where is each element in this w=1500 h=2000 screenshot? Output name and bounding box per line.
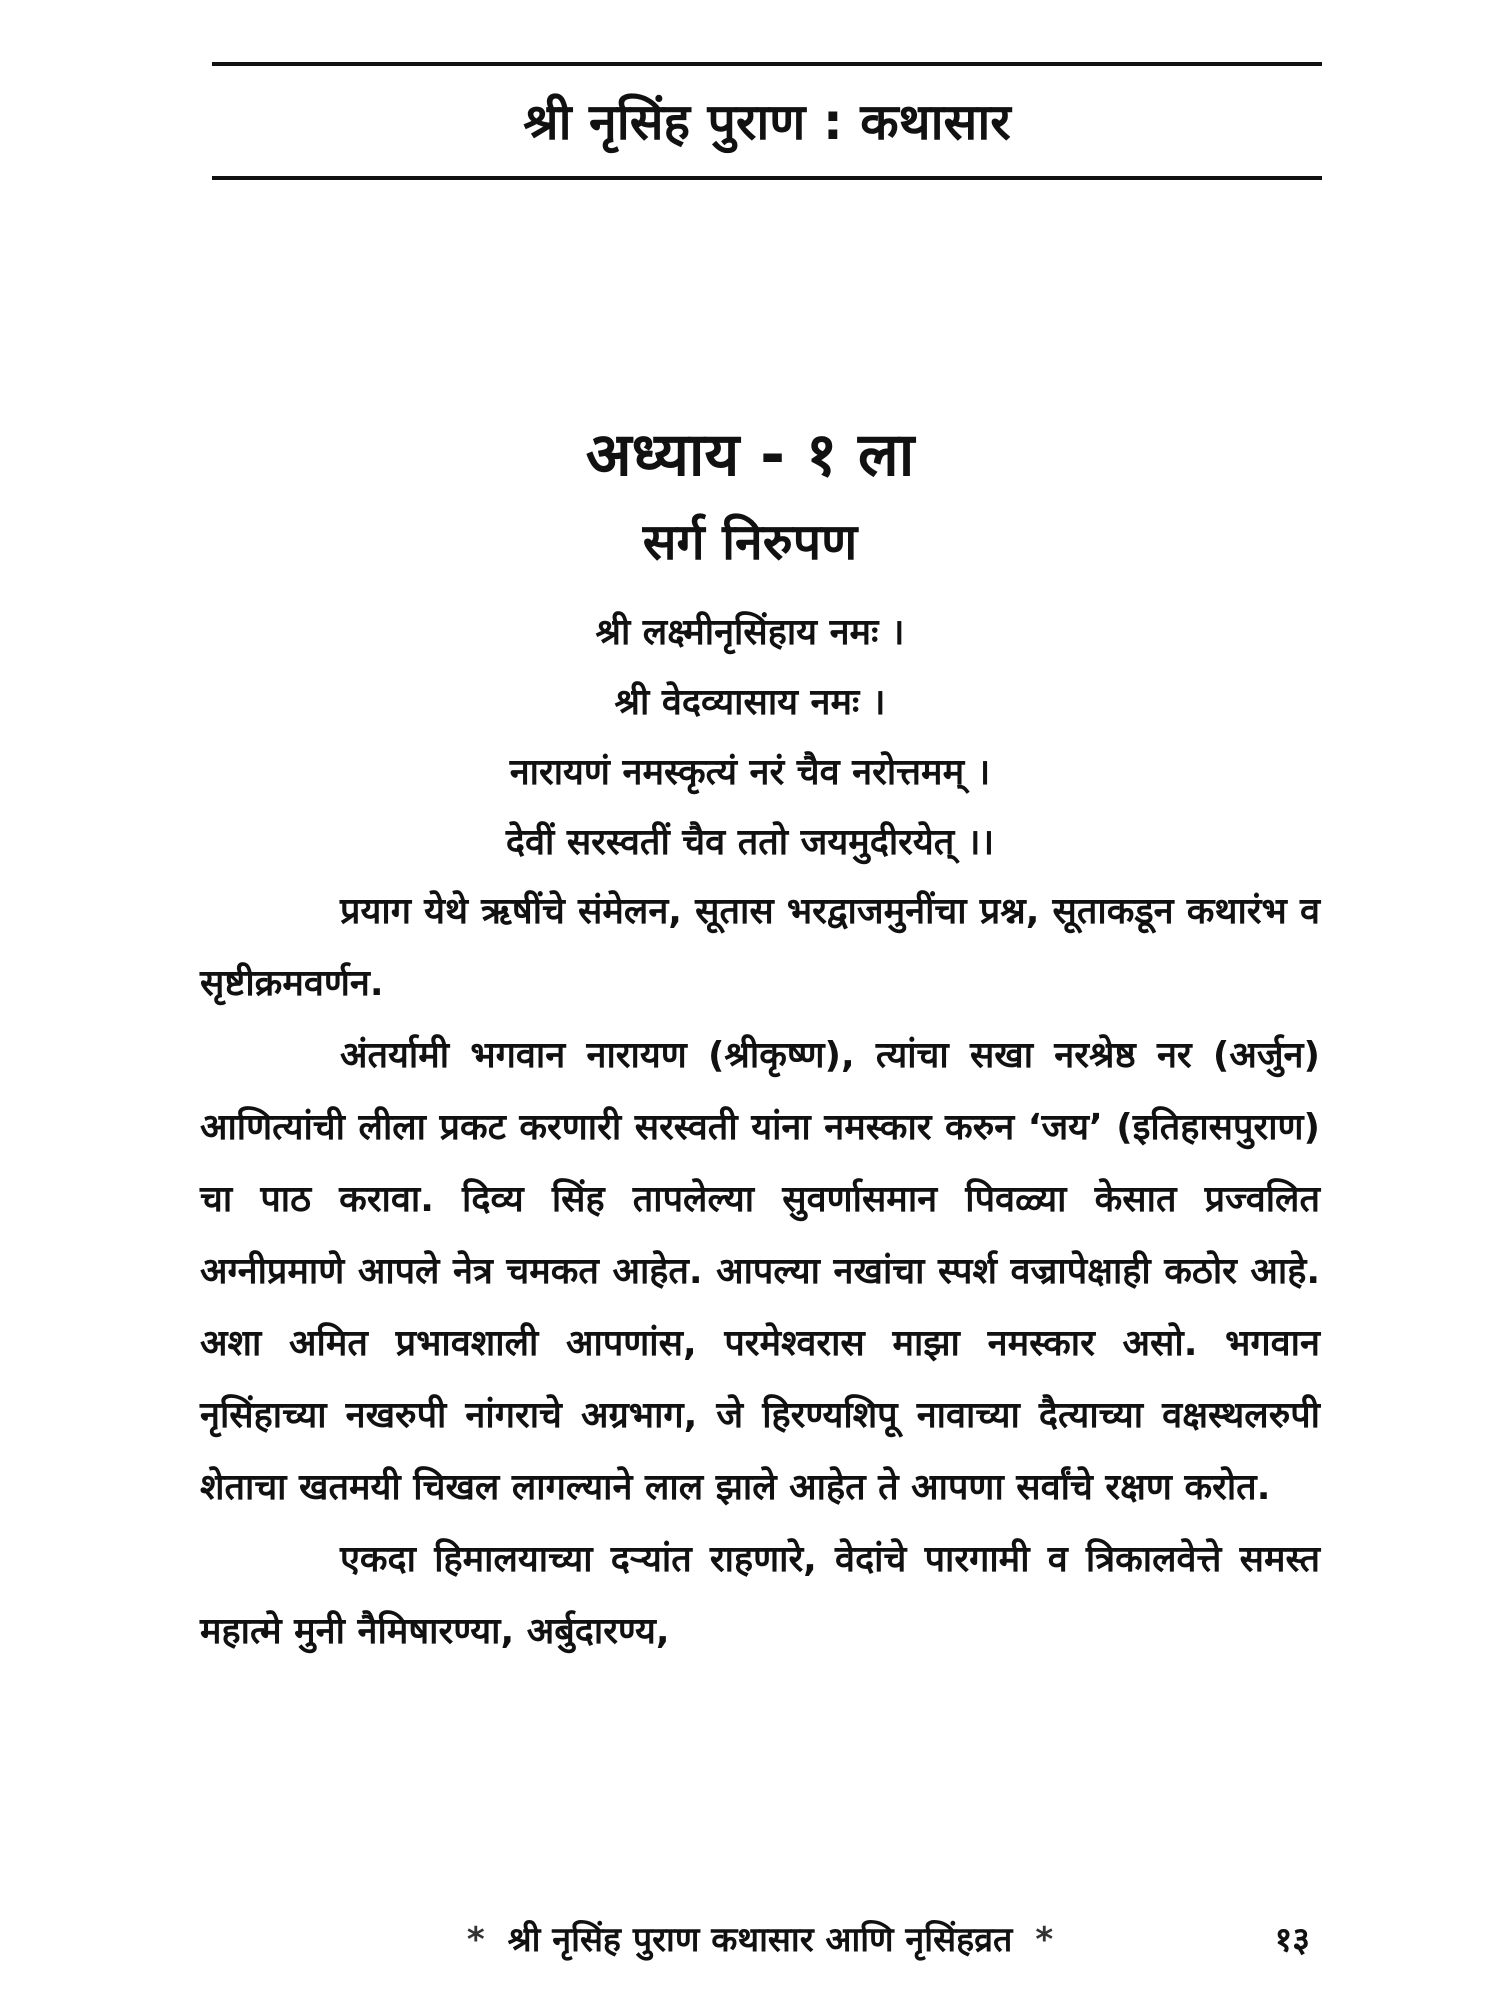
invocation-line: श्री वेदव्यासाय नमः । [614, 682, 886, 723]
paragraph-text: एकदा हिमालयाच्या दऱ्यांत राहणारे, वेदांचे पारगामी व त्रिकालवेत्ते समस्त महात्मे मुनी नैमिषारण्या, अर्बुदारण्य, [200, 1539, 1320, 1652]
chapter-title: अध्याय - १ ला [585, 420, 915, 490]
footer-star-icon: * [466, 1920, 485, 1960]
chapter-body [200, 876, 1320, 1668]
paragraph [200, 876, 1320, 1020]
running-title: श्री नृसिंह पुराण : कथासार [523, 93, 1011, 151]
page-number: १३ [1274, 1920, 1310, 1960]
paragraph-text: अंतर्यामी भगवान नारायण (श्रीकृष्ण), त्यांचा सखा नरश्रेष्ठ नर (अर्जुन) आणित्यांची लीला प्रकट करणारी सरस्वती यांना नमस्कार करुन ‘जय’ (इतिहासपुराण) चा पाठ करावा. दिव्य सिंह तापलेल्या सुवर्णासमान पिवळ्या केसात प्रज्वलित अग्नीप्रमाणे आपले नेत्र चमकत आहेत. आपल्या नखांचा स्पर्श वज्रापेक्षाही कठोर आहे. अशा अमित प्रभावशाली आपणांस, परमेश्वरास माझा नमस्कार असो. भगवान नृसिंहाच्या नखरुपी नांगराचे अग्रभाग, जे हिरण्यशिपू नावाच्या दैत्याच्या वक्षस्थलरुपी शेताचा खतमयी चिखल लागल्याने लाल झाले आहेत ते आपणा सर्वांचे रक्षण करोत. [200, 1035, 1320, 1508]
header-bottom-rule [212, 176, 1322, 180]
footer-title-group [380, 1912, 1140, 1968]
page-footer [200, 1912, 1320, 1968]
invocation-block [0, 598, 1500, 878]
paragraph [200, 1020, 1320, 1524]
paragraph-text: प्रयाग येथे ऋषींचे संमेलन, सूतास भरद्वाजमुनींचा प्रश्न, सूताकडून कथारंभ व सृष्टीक्रमवर्णन. [200, 891, 1320, 1004]
invocation-line: नारायणं नमस्कृत्यं नरं चैव नरोत्तमम् । [509, 752, 991, 793]
footer-star-icon: * [1035, 1920, 1054, 1960]
invocation-line: श्री लक्ष्मीनृसिंहाय नमः । [595, 612, 905, 653]
invocation-line: देवीं सरस्वतीं चैव ततो जयमुदीरयेत् ।। [505, 822, 995, 863]
header-top-rule [212, 62, 1322, 66]
chapter-subtitle: सर्ग निरुपण [642, 513, 858, 571]
footer-title: श्री नृसिंह पुराण कथासार आणि नृसिंहव्रत [507, 1920, 1013, 1960]
paragraph [200, 1524, 1320, 1668]
